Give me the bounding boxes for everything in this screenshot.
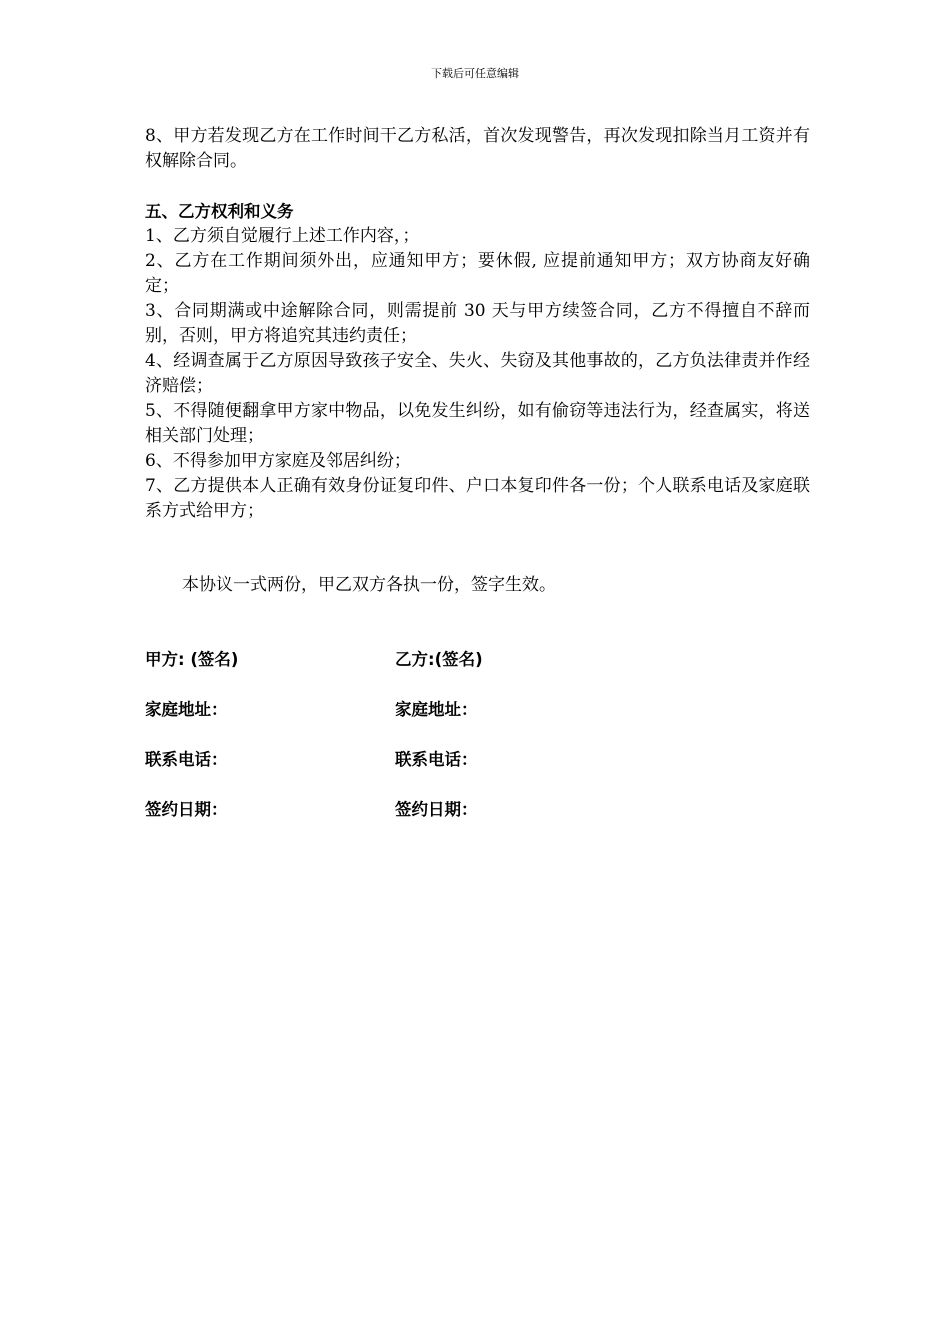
spacer: [145, 174, 810, 199]
signature-row: [145, 647, 645, 672]
list-item: 4、经调查属于乙方原因导致孩子安全、失火、失窃及其他事故的，乙方负法律责并作经济赔偿；: [145, 351, 810, 396]
address-row: [145, 697, 645, 722]
party-b-date-label: 签约日期：: [395, 800, 478, 819]
list-item: 5、不得随便翻拿甲方家中物品，以免发生纠纷，如有偷窃等违法行为，经查属实，将送相关部门处理；: [145, 401, 810, 446]
party-b-signature-label: 乙方:(签名): [395, 650, 483, 669]
clause-8: 8、甲方若发现乙方在工作时间干乙方私活，首次发现警告，再次发现扣除当月工资并有权解除合同。: [145, 126, 810, 171]
party-b-phone-label: 联系电话：: [395, 750, 478, 769]
party-a-phone-label: 联系电话：: [145, 750, 228, 769]
party-b-address-label: 家庭地址：: [395, 700, 478, 719]
date-row: [145, 797, 645, 822]
list-item: 2、乙方在工作期间须外出，应通知甲方；要休假, 应提前通知甲方；双方协商友好确定；: [145, 251, 810, 296]
party-a-signature-label: 甲方: (签名): [145, 650, 239, 669]
section-heading: 五、乙方权利和义务: [145, 202, 294, 221]
document-body: [145, 124, 810, 524]
list-item: 6、不得参加甲方家庭及邻居纠纷；: [145, 451, 411, 471]
list-item: 3、合同期满或中途解除合同，则需提前 30 天与甲方续签合同，乙方不得擅自不辞而别，否则，甲方将追究其违约责任；: [145, 301, 810, 346]
phone-row: [145, 747, 645, 772]
closing-statement: 本协议一式两份，甲乙双方各执一份，签字生效。: [182, 575, 556, 595]
party-a-date-label: 签约日期：: [145, 800, 228, 819]
signature-block: [145, 647, 645, 847]
list-item: 1、乙方须自觉履行上述工作内容，；: [145, 226, 420, 246]
page-header: 下载后可任意编辑: [431, 67, 519, 80]
party-a-address-label: 家庭地址：: [145, 700, 228, 719]
list-item: 7、乙方提供本人正确有效身份证复印件、户口本复印件各一份；个人联系电话及家庭联系方式给甲方；: [145, 476, 810, 521]
